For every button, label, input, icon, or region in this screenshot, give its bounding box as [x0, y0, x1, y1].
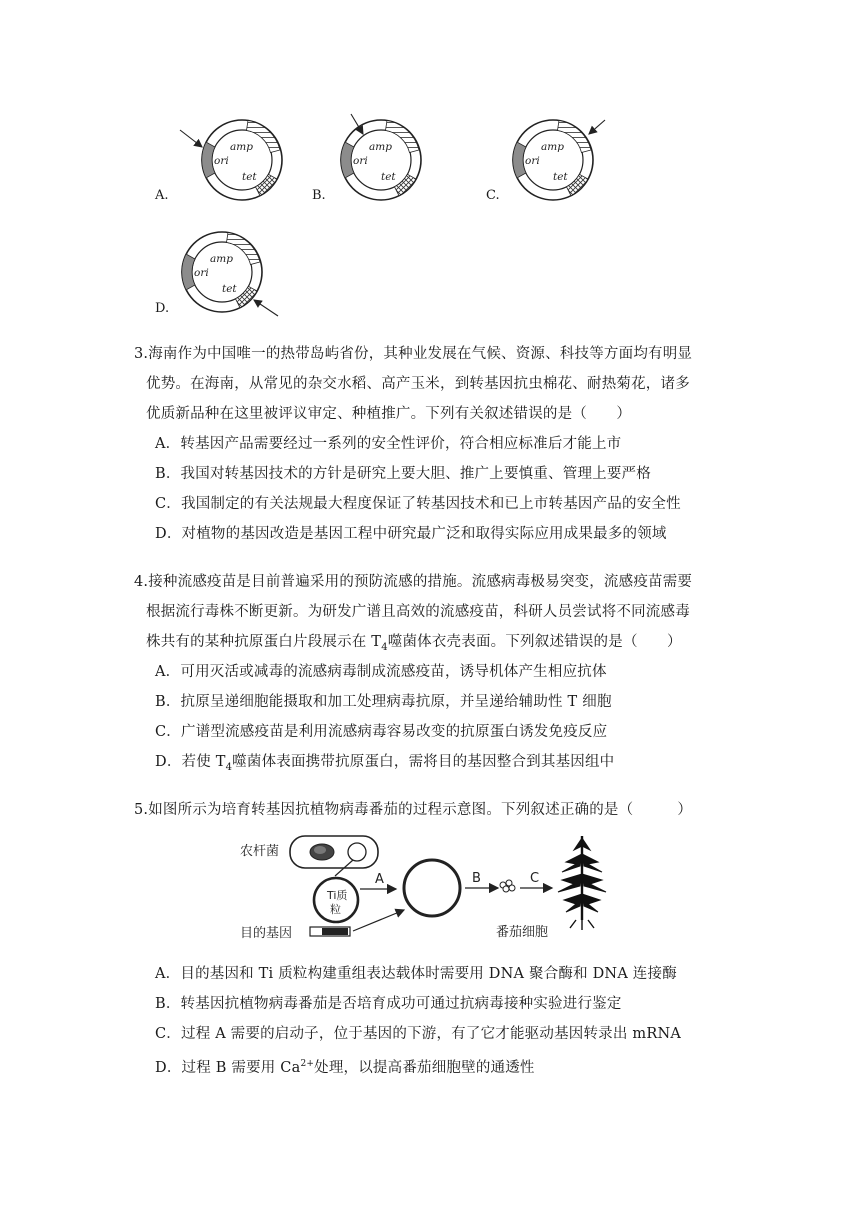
amp-label: amp: [210, 253, 233, 265]
plasmid-b: [341, 114, 421, 200]
q5-option-a[interactable]: A．目的基因和 Ti 质粒构建重组表达载体时需要用 DNA 聚合酶和 DNA 连接酶: [155, 966, 677, 982]
option-label-b[interactable]: B.: [312, 188, 326, 203]
ti-plasmid-label-line2: 粒: [330, 903, 341, 916]
q4-option-b[interactable]: B．抗原呈递细胞能摄取和加工处理病毒抗原，并呈递给辅助性 T 细胞: [155, 694, 612, 710]
q5-optd-sup: 2+: [300, 1059, 315, 1070]
step-c-label: C: [530, 871, 540, 886]
q5-option-c[interactable]: C．过程 A 需要的启动子，位于基因的下游，有了它才能驱动基因转录出 mRNA: [155, 1026, 682, 1042]
q4-optd-sub: 4: [225, 761, 233, 773]
q3-stem-line1: 3.海南作为中国唯一的热带岛屿省份，其种业发展在气候、资源、科技等方面均有明显: [134, 346, 693, 362]
q5-optd-post: 处理，以提高番茄细胞壁的通透性: [314, 1060, 535, 1076]
tet-label: tet: [242, 171, 257, 183]
q4-optd-post: 噬菌体表面携带抗原蛋白，需将目的基因整合到其基因组中: [232, 754, 615, 770]
tomato-plant: [558, 836, 606, 930]
tomato-cells: [500, 880, 515, 892]
plasmid-a: [180, 120, 282, 200]
q4-stem-line1: 4.接种流感疫苗是目前普遍采用的预防流感的措施。流感病毒极易突变，流感疫苗需要: [134, 574, 693, 590]
q5-option-d[interactable]: [155, 1056, 535, 1077]
recombinant-plasmid: [404, 860, 460, 916]
amp-label: amp: [230, 141, 253, 153]
q4-option-c[interactable]: C．广谱型流感疫苗是利用流感病毒容易改变的抗原蛋白诱发免疫反应: [155, 724, 608, 740]
plasmid-options-figure: [0, 0, 860, 330]
ti-plasmid-label-line1: Ti质: [327, 889, 348, 902]
tet-label: tet: [222, 283, 237, 295]
option-label-a[interactable]: A.: [155, 188, 169, 203]
q3-stem-line3: 优质新品种在这里被评议审定、种植推广。下列有关叙述错误的是（ ）: [146, 406, 632, 422]
tet-label: tet: [381, 171, 396, 183]
target-gene-label: 目的基因: [240, 926, 293, 941]
q3-option-a[interactable]: A．转基因产品需要经过一系列的安全性评价，符合相应标准后才能上市: [155, 436, 622, 452]
plasmid-c: [513, 120, 605, 200]
q3-stem-line2: 优势。在海南，从常见的杂交水稻、高产玉米，到转基因抗虫棉花、耐热菊花，诸多: [146, 376, 690, 392]
option-label-c[interactable]: C.: [486, 188, 500, 203]
q4-stem-line2: 根据流行毒株不断更新。为研发广谱且高效的流感疫苗，科研人员尝试将不同流感毒: [146, 604, 690, 620]
ori-label: ori: [353, 155, 368, 167]
ti-plasmid-in-cell: [348, 843, 366, 861]
ori-label: ori: [525, 155, 540, 167]
q4-line3-pre: 株共有的某种抗原蛋白片段展示在 T: [146, 634, 382, 650]
agrobacterium-label: 农杆菌: [240, 844, 280, 859]
tomato-cell-label: 番茄细胞: [496, 925, 549, 940]
amp-label: amp: [541, 141, 564, 153]
step-b-label: B: [472, 871, 481, 886]
tet-label: tet: [553, 171, 568, 183]
plasmid-d: [182, 232, 278, 316]
option-label-d[interactable]: D.: [155, 301, 170, 316]
q5-stem: 5.如图所示为培育转基因抗植物病毒番茄的过程示意图。下列叙述正确的是（ ）: [134, 802, 693, 818]
q4-stem-line3: [146, 630, 682, 653]
ori-label: ori: [194, 267, 209, 279]
q4-option-d[interactable]: [155, 750, 614, 773]
q3-option-c[interactable]: C．我国制定的有关法规最大程度保证了转基因技术和已上市转基因产品的安全性: [155, 496, 681, 512]
q5-option-b[interactable]: B．转基因抗植物病毒番茄是否培育成功可通过抗病毒接种实验进行鉴定: [155, 996, 622, 1012]
q4-option-a[interactable]: A．可用灭活或减毒的流感病毒制成流感疫苗，诱导机体产生相应抗体: [155, 664, 607, 680]
q3-option-b[interactable]: B．我国对转基因技术的方针是研究上要大胆、推广上要慎重、管理上要严格: [155, 466, 651, 482]
q4-line3-sub: 4: [381, 641, 388, 653]
ori-label: ori: [214, 155, 229, 167]
amp-label: amp: [369, 141, 392, 153]
q4-optd-pre: D．若使 T: [155, 754, 226, 770]
q5-optd-pre: D．过程 B 需要用 Ca: [155, 1060, 301, 1076]
q5-process-diagram: [240, 828, 620, 948]
q4-line3-post: 噬菌体衣壳表面。下列叙述错误的是（ ）: [387, 634, 682, 650]
q3-option-d[interactable]: D．对植物的基因改造是基因工程中研究最广泛和取得实际应用成果最多的领域: [155, 526, 667, 542]
step-a-label: A: [375, 872, 384, 887]
